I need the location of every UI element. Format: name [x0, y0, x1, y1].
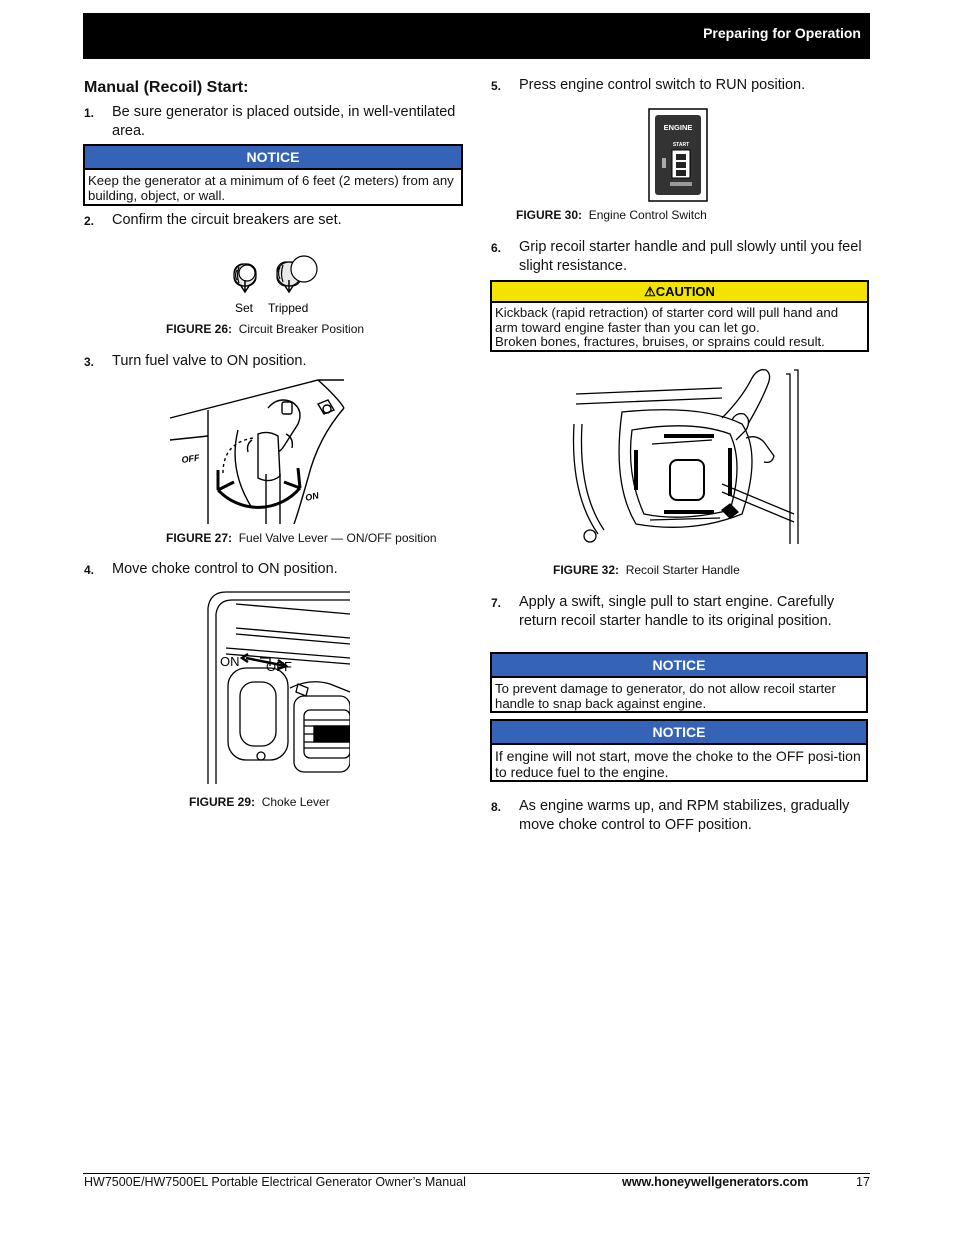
step-text: As engine warms up, and RPM stabilizes, gradually move choke control to OFF position. — [519, 798, 850, 833]
recoil-starter-illustration — [572, 364, 802, 544]
caution-line-2: Broken bones, fractures, bruises, or sprains could result. — [495, 334, 825, 349]
section-title: Manual (Recoil) Start: — [84, 79, 249, 96]
caution-line-1: Kickback (rapid retraction) of starter cord will pull hand and arm toward engine faster than you can let go. — [495, 305, 839, 335]
caution-box — [490, 280, 869, 352]
off-label: OFF — [266, 659, 292, 674]
figure-text: Engine Control Switch — [588, 208, 707, 222]
caution-heading-text: CAUTION — [655, 284, 715, 299]
fuel-valve-illustration — [168, 378, 346, 524]
notice-body: To prevent damage to generator, do not allow recoil starter handle to snap back against engine. — [495, 681, 836, 711]
engine-label: ENGINE — [663, 123, 693, 132]
step-number: 3. — [84, 355, 95, 369]
step-2 — [84, 211, 464, 231]
step-number: 5. — [491, 79, 502, 93]
step-number: 6. — [491, 241, 502, 255]
section-header: Preparing for Operation — [703, 25, 861, 41]
notice-box-2 — [490, 652, 868, 713]
notice-body: Keep the generator at a minimum of 6 feet (2 meters) from any building, object, or wall. — [88, 173, 454, 203]
circuit-breaker-illustration — [225, 252, 325, 317]
footer-website: www.honeywellgenerators.com — [622, 1175, 809, 1189]
step-text: Press engine control switch to RUN position. — [519, 77, 806, 93]
step-4 — [84, 560, 464, 580]
figure-29-caption — [189, 795, 330, 809]
caution-body — [492, 303, 867, 353]
figure-32-caption — [553, 563, 740, 577]
footer-rule — [83, 1173, 870, 1174]
off-label: OFF — [180, 452, 201, 465]
step-number: 4. — [84, 563, 95, 577]
set-label: Set — [235, 301, 254, 315]
step-5 — [491, 76, 871, 96]
figure-27-caption — [166, 531, 437, 545]
step-text: Move choke control to ON position. — [112, 561, 338, 577]
step-6 — [491, 238, 871, 278]
step-text: Be sure generator is placed outside, in well-ventilated area. — [112, 104, 456, 139]
step-number: 1. — [84, 106, 95, 120]
notice-heading: NOTICE — [492, 654, 866, 678]
figure-label: FIGURE 26: — [166, 322, 233, 336]
figure-label: FIGURE 32: — [553, 563, 620, 577]
on-label: ON — [220, 654, 240, 669]
step-3 — [84, 352, 464, 372]
figure-26-caption — [166, 322, 364, 336]
step-number: 8. — [491, 800, 502, 814]
notice-heading: NOTICE — [85, 146, 461, 170]
figure-text: Recoil Starter Handle — [625, 563, 740, 577]
step-8 — [491, 797, 871, 837]
warning-triangle-icon: ⚠ — [644, 284, 656, 299]
notice-heading: NOTICE — [492, 721, 866, 745]
figure-text: Choke Lever — [261, 795, 330, 809]
figure-30-caption — [516, 208, 707, 222]
figure-label: FIGURE 30: — [516, 208, 583, 222]
engine-switch-illustration — [648, 108, 708, 202]
figure-label: FIGURE 29: — [189, 795, 256, 809]
header-bar — [83, 13, 870, 59]
step-number: 2. — [84, 214, 95, 228]
choke-lever-illustration — [206, 588, 350, 784]
figure-text: Fuel Valve Lever — ON/OFF position — [238, 531, 437, 545]
step-text: Confirm the circuit breakers are set. — [112, 212, 342, 228]
figure-text: Circuit Breaker Position — [238, 322, 365, 336]
caution-heading — [492, 282, 867, 303]
on-label: ON — [304, 490, 320, 503]
step-text: Apply a swift, single pull to start engine. Carefully return recoil starter handle to its original position. — [519, 594, 835, 629]
footer-manual-title: HW7500E/HW7500EL Portable Electrical Generator Owner’s Manual — [84, 1175, 466, 1189]
notice-box-1 — [83, 144, 463, 206]
step-1 — [84, 103, 464, 143]
figure-label: FIGURE 27: — [166, 531, 233, 545]
page-number: 17 — [856, 1175, 870, 1189]
notice-box-3 — [490, 719, 868, 782]
step-7 — [491, 593, 871, 633]
tripped-label: Tripped — [268, 301, 309, 315]
step-text: Grip recoil starter handle and pull slowly until you feel slight resistance. — [519, 239, 862, 274]
step-number: 7. — [491, 596, 502, 610]
step-text: Turn fuel valve to ON position. — [112, 353, 307, 369]
start-label: START — [672, 142, 690, 148]
notice-body: If engine will not start, move the choke to the OFF posi-tion to reduce fuel to the engine. — [495, 748, 861, 780]
